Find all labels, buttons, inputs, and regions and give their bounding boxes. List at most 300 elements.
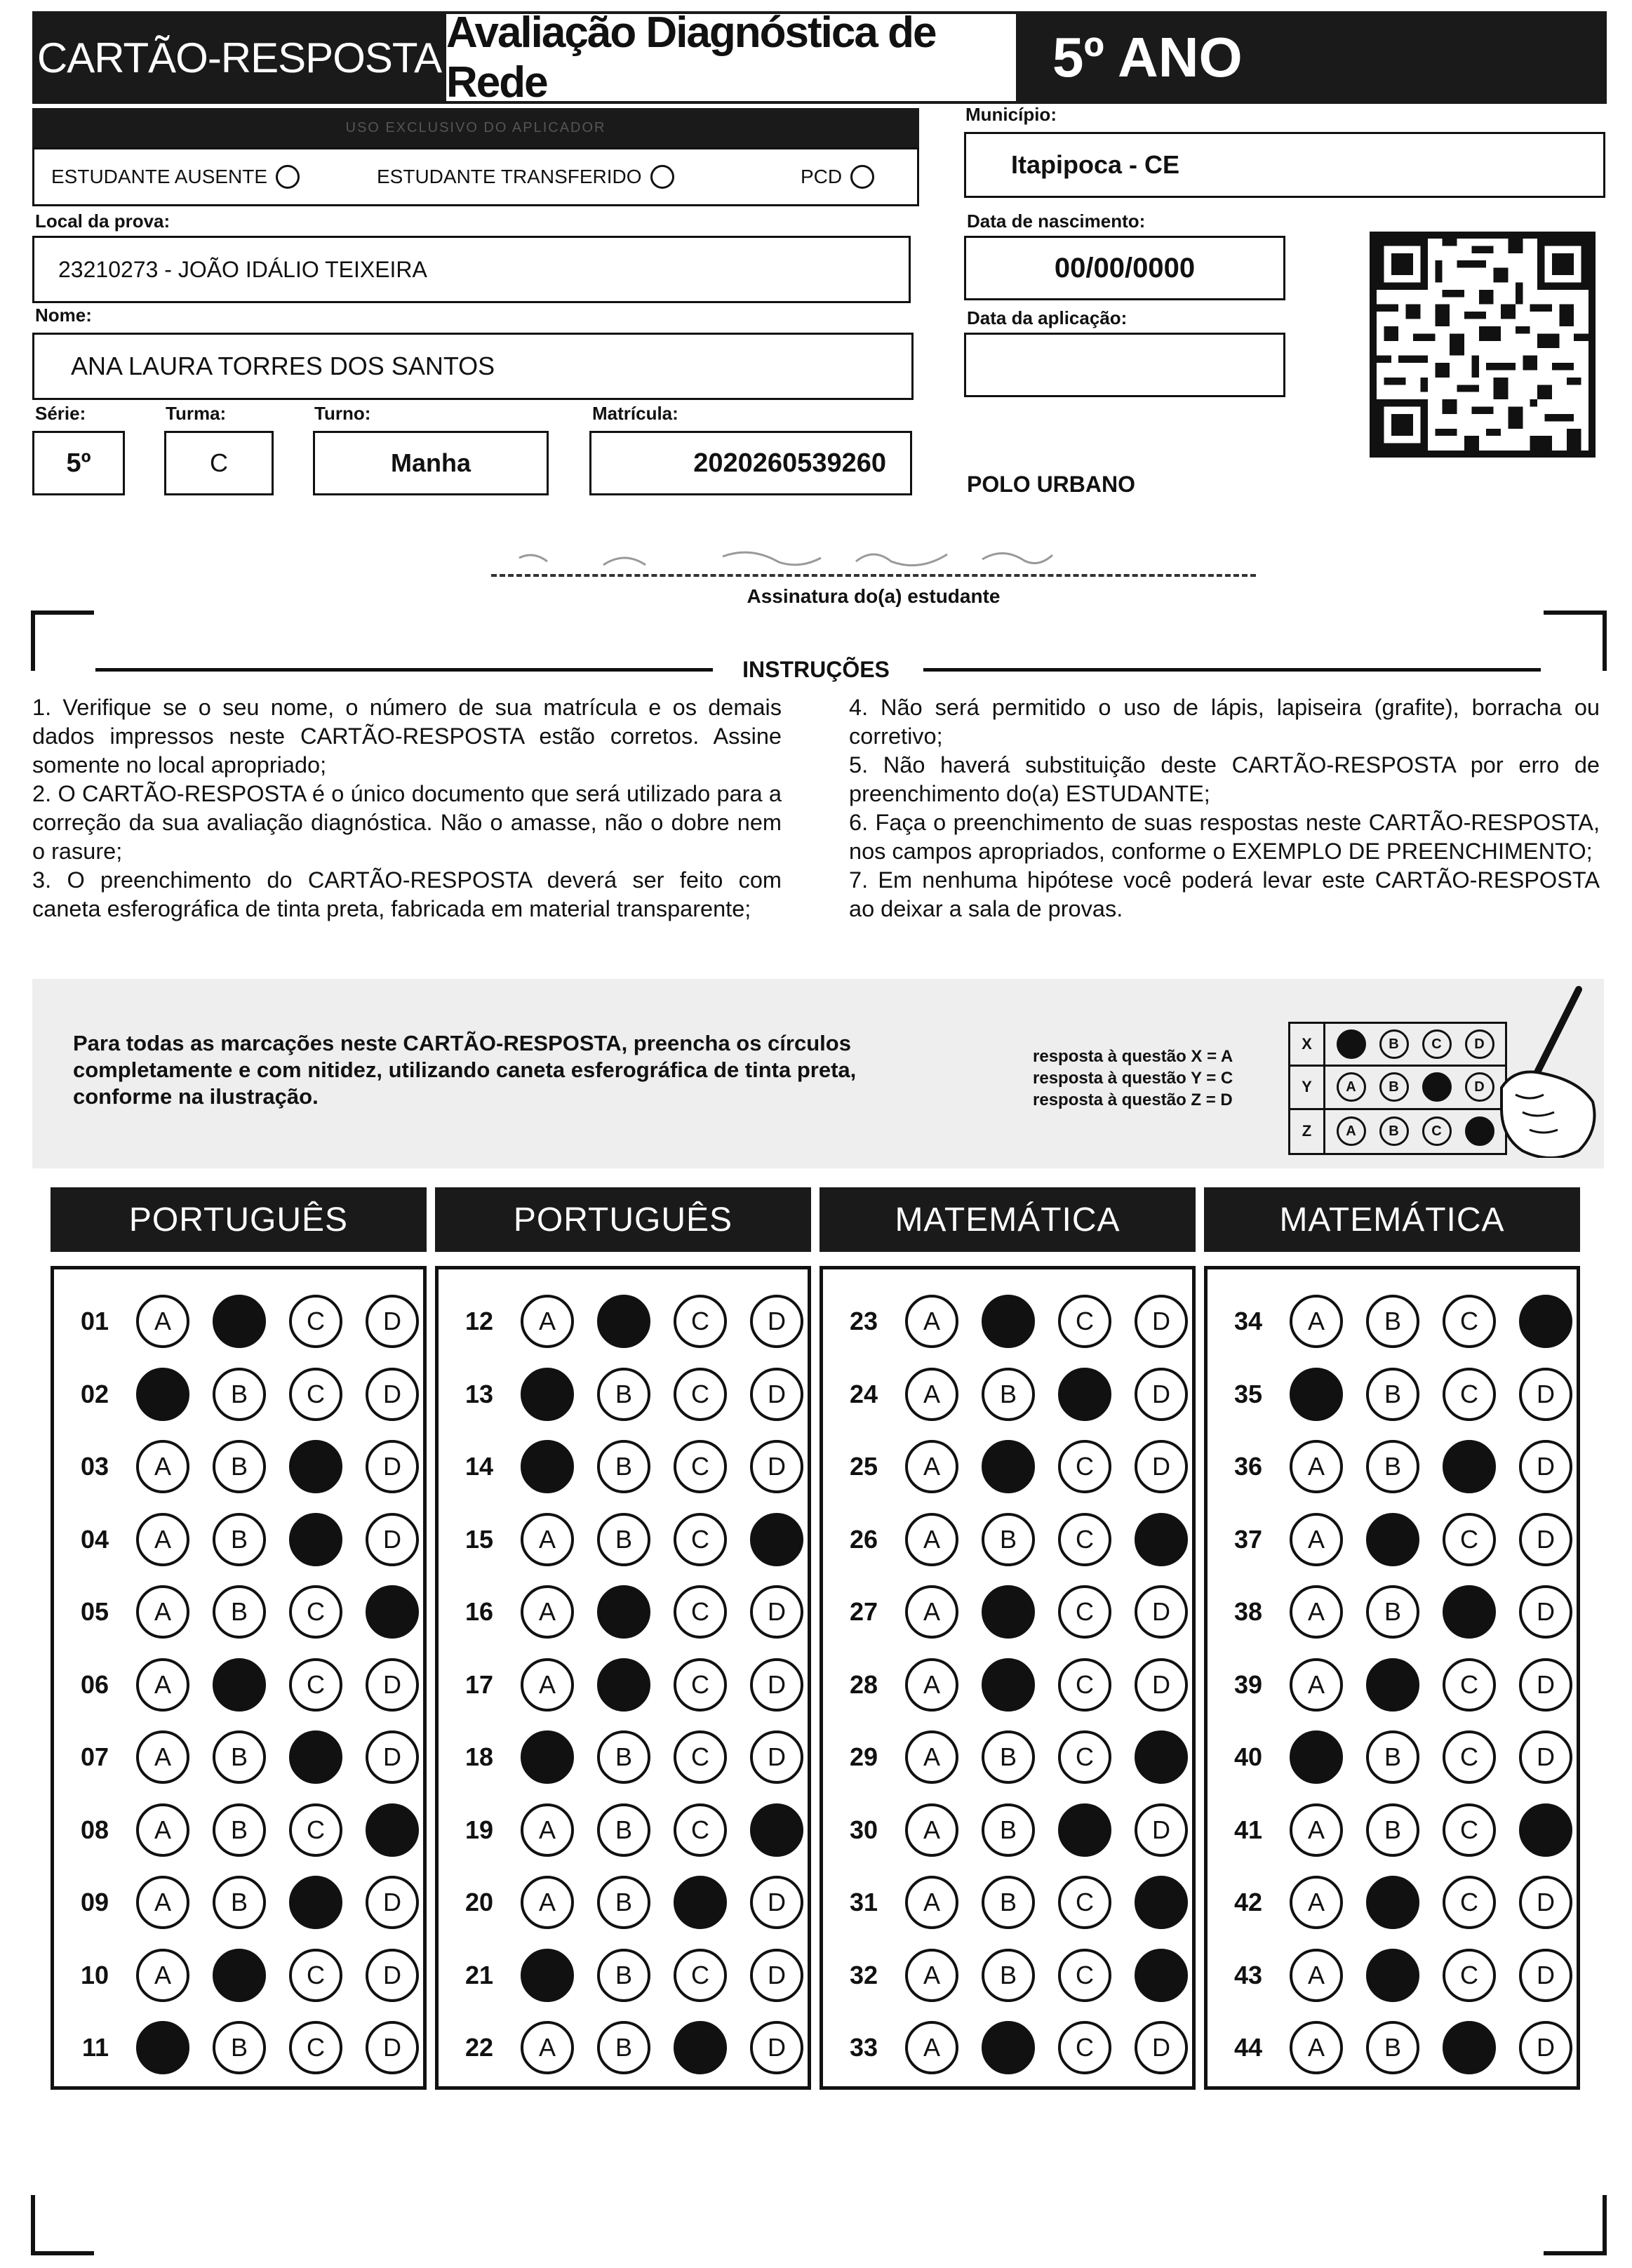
answer-bubble[interactable]: [1443, 1513, 1496, 1566]
bubble-letter: B: [615, 1815, 632, 1844]
answer-bubble[interactable]: [366, 2021, 419, 2074]
answer-bubble[interactable]: [1058, 1513, 1111, 1566]
answer-bubble[interactable]: [366, 1585, 419, 1639]
answer-bubble[interactable]: [213, 1949, 266, 2002]
answer-bubble[interactable]: [136, 1803, 189, 1857]
answer-bubble[interactable]: [982, 1949, 1035, 2002]
answer-bubble[interactable]: [366, 1295, 419, 1348]
bubble-letter: D: [383, 1742, 401, 1771]
bubble-letter: C: [1460, 1669, 1478, 1699]
bubble-letter: D: [768, 1597, 786, 1626]
answer-bubble[interactable]: [1366, 1949, 1419, 2002]
bubble-letter: D: [383, 1307, 401, 1335]
answer-bubble[interactable]: [521, 1658, 574, 1712]
question-row: [60, 1368, 419, 1421]
bubble-letter: B: [230, 1379, 248, 1408]
answer-bubble[interactable]: [521, 1730, 574, 1784]
answer-bubble[interactable]: [1135, 1368, 1188, 1421]
answer-bubble[interactable]: [905, 1658, 958, 1712]
question-row: [829, 1803, 1188, 1857]
bubble-letter: B: [999, 1742, 1017, 1771]
bubble-letter: C: [1076, 2033, 1094, 2062]
answer-bubble[interactable]: [597, 1876, 650, 1929]
answer-bubble[interactable]: [982, 2021, 1035, 2074]
answer-bubble[interactable]: [521, 1949, 574, 2002]
answer-block: [1204, 1266, 1580, 2090]
qr-code: [1370, 232, 1596, 458]
answer-bubble[interactable]: [750, 1513, 803, 1566]
answer-bubble[interactable]: [674, 1440, 727, 1493]
bubble-letter: C: [1076, 1888, 1094, 1916]
example-bubble: A: [1337, 1116, 1366, 1146]
grade-title: 5º ANO: [1016, 11, 1607, 104]
answer-bubble[interactable]: [1366, 1585, 1419, 1639]
answer-bubble[interactable]: [213, 1295, 266, 1348]
turno-field: Manha: [313, 431, 549, 495]
answer-bubble[interactable]: [597, 1658, 650, 1712]
answer-bubble[interactable]: [521, 1368, 574, 1421]
instruction-6: 6. Faça o preenchimento de suas respostas neste CARTÃO-RESPOSTA, nos campos apropriados, conforme o EXEMPLO DE PREENCHIMENTO;: [849, 810, 1600, 864]
bubble-letter: C: [1460, 1742, 1478, 1771]
bubble-letter: D: [1537, 1888, 1555, 1916]
example-bubble: C: [1422, 1029, 1452, 1059]
subject-header: MATEMÁTICA: [1204, 1187, 1580, 1252]
answer-bubble[interactable]: [597, 2021, 650, 2074]
bubble-letter: A: [1307, 1597, 1325, 1626]
bubble-letter: C: [1460, 1307, 1478, 1335]
bubble-letter: C: [1460, 1379, 1478, 1408]
bubble-letter: C: [691, 1379, 709, 1408]
answer-bubble[interactable]: [136, 1585, 189, 1639]
answer-bubble[interactable]: [905, 1585, 958, 1639]
status-absent[interactable]: [51, 165, 300, 189]
answer-bubble[interactable]: [1290, 1585, 1343, 1639]
question-number: 39: [1233, 1669, 1262, 1699]
answer-bubble[interactable]: [1366, 1803, 1419, 1857]
answer-bubble[interactable]: [289, 2021, 342, 2074]
answer-bubble[interactable]: [1366, 1440, 1419, 1493]
example-bubble: D: [1465, 1029, 1494, 1059]
bubble-letter: C: [1460, 1524, 1478, 1554]
answer-bubble[interactable]: [289, 1585, 342, 1639]
question-number: 20: [464, 1888, 493, 1916]
answer-bubble[interactable]: [1058, 2021, 1111, 2074]
answer-bubble[interactable]: [1443, 1730, 1496, 1784]
answer-bubble[interactable]: [1290, 1440, 1343, 1493]
example-bubble: B: [1379, 1029, 1409, 1059]
answer-bubble[interactable]: [521, 1440, 574, 1493]
answer-bubble[interactable]: [1366, 1876, 1419, 1929]
answer-bubble[interactable]: [982, 1876, 1035, 1929]
answer-bubble[interactable]: [750, 2021, 803, 2074]
answer-bubble[interactable]: [1058, 1658, 1111, 1712]
answer-bubble[interactable]: [213, 1513, 266, 1566]
bubble-letter: A: [1307, 1452, 1325, 1481]
question-row: [1213, 1730, 1572, 1784]
question-row: [444, 2021, 803, 2074]
answer-bubble[interactable]: [1443, 1803, 1496, 1857]
answer-bubble[interactable]: [1135, 1876, 1188, 1929]
bubble-letter: A: [154, 1669, 171, 1699]
answer-bubble[interactable]: [521, 2021, 574, 2074]
answer-bubble[interactable]: [213, 1803, 266, 1857]
answer-bubble[interactable]: [289, 1949, 342, 2002]
answer-bubble[interactable]: [1519, 2021, 1572, 2074]
answer-bubble[interactable]: [750, 1949, 803, 2002]
answer-bubble[interactable]: [366, 1949, 419, 2002]
answer-bubble[interactable]: [597, 1730, 650, 1784]
status-transferred[interactable]: [377, 165, 674, 189]
bubble-letter: D: [768, 1307, 786, 1335]
answer-bubble[interactable]: [1135, 1585, 1188, 1639]
answer-bubble[interactable]: [1443, 1585, 1496, 1639]
answer-bubble[interactable]: [1519, 1440, 1572, 1493]
answer-bubble[interactable]: [1443, 1658, 1496, 1712]
answer-bubble[interactable]: [982, 1730, 1035, 1784]
status-pcd-circle[interactable]: [850, 165, 874, 189]
question-row: [1213, 1949, 1572, 2002]
question-row: [60, 1585, 419, 1639]
answer-bubble[interactable]: [674, 1803, 727, 1857]
answer-bubble[interactable]: [597, 1368, 650, 1421]
answer-bubble[interactable]: [674, 1658, 727, 1712]
answer-bubble[interactable]: [905, 1730, 958, 1784]
example-row-label: Z: [1290, 1110, 1325, 1153]
bubble-letter: D: [768, 1888, 786, 1916]
example-bubble: D: [1465, 1072, 1494, 1102]
answer-bubble[interactable]: [905, 1295, 958, 1348]
question-row: [829, 1368, 1188, 1421]
answer-bubble[interactable]: [674, 2021, 727, 2074]
nascimento-field: 00/00/0000: [964, 236, 1285, 300]
answer-bubble[interactable]: [289, 1876, 342, 1929]
answer-bubble[interactable]: [1519, 1513, 1572, 1566]
matricula-field: 2020260539260: [589, 431, 912, 495]
answer-bubble[interactable]: [213, 1368, 266, 1421]
answer-bubble[interactable]: [521, 1803, 574, 1857]
answer-bubble[interactable]: [289, 1513, 342, 1566]
answer-bubble[interactable]: [136, 1295, 189, 1348]
bubble-letter: A: [1307, 1669, 1325, 1699]
answer-bubble[interactable]: [136, 1513, 189, 1566]
answer-bubble[interactable]: [750, 1876, 803, 1929]
answer-bubble[interactable]: [674, 1730, 727, 1784]
answer-bubble[interactable]: [1058, 1876, 1111, 1929]
question-number: 09: [80, 1888, 109, 1916]
qr-code-graphic: [1377, 239, 1588, 451]
answer-bubble[interactable]: [905, 1513, 958, 1566]
answer-bubble[interactable]: [905, 1876, 958, 1929]
answer-bubble[interactable]: [1135, 2021, 1188, 2074]
question-row: [829, 1876, 1188, 1929]
status-pcd[interactable]: [801, 165, 874, 189]
bubble-letter: B: [615, 1742, 632, 1771]
answer-bubble[interactable]: [674, 1585, 727, 1639]
question-row: [1213, 1585, 1572, 1639]
answer-bubble[interactable]: [750, 1803, 803, 1857]
bubble-letter: B: [1384, 1452, 1401, 1481]
nascimento-label: Data de nascimento:: [967, 211, 1146, 232]
question-number: 44: [1233, 2033, 1262, 2062]
answer-bubble[interactable]: [213, 1876, 266, 1929]
question-number: 14: [464, 1452, 493, 1481]
answer-bubble[interactable]: [289, 1368, 342, 1421]
bubble-letter: A: [1307, 1524, 1325, 1554]
answer-bubble[interactable]: [1058, 1803, 1111, 1857]
answer-bubble[interactable]: [1290, 2021, 1343, 2074]
answer-bubble[interactable]: [1135, 1658, 1188, 1712]
answer-bubble[interactable]: [213, 1440, 266, 1493]
answer-bubble[interactable]: [1519, 1658, 1572, 1712]
bubble-letter: A: [154, 1815, 171, 1844]
answer-bubble[interactable]: [1366, 2021, 1419, 2074]
answer-bubble[interactable]: [1366, 1658, 1419, 1712]
question-row: [444, 1949, 803, 2002]
answer-bubble[interactable]: [1058, 1949, 1111, 2002]
answer-bubble[interactable]: [905, 1949, 958, 2002]
question-number: 36: [1233, 1452, 1262, 1481]
bubble-letter: C: [691, 1960, 709, 1989]
answer-bubble[interactable]: [905, 1368, 958, 1421]
answer-bubble[interactable]: [1366, 1730, 1419, 1784]
bubble-letter: C: [1460, 1888, 1478, 1916]
answer-bubble[interactable]: [289, 1658, 342, 1712]
answer-bubble[interactable]: [1443, 1949, 1496, 2002]
question-number: 40: [1233, 1742, 1262, 1771]
bubble-letter: A: [1307, 1888, 1325, 1916]
question-number: 42: [1233, 1888, 1262, 1916]
bubble-letter: A: [538, 1307, 556, 1335]
answer-bubble[interactable]: [289, 1803, 342, 1857]
bubble-letter: C: [1076, 1669, 1094, 1699]
answer-bubble[interactable]: [982, 1440, 1035, 1493]
subject-header: MATEMÁTICA: [820, 1187, 1196, 1252]
answer-bubble[interactable]: [1135, 1295, 1188, 1348]
question-number: 37: [1233, 1524, 1262, 1554]
answer-bubble[interactable]: [674, 1876, 727, 1929]
bubble-letter: D: [383, 1524, 401, 1554]
answer-bubble[interactable]: [905, 1440, 958, 1493]
status-transferred-circle[interactable]: [650, 165, 674, 189]
answer-bubble[interactable]: [1058, 1295, 1111, 1348]
bubble-letter: A: [538, 1597, 556, 1626]
question-row: [1213, 2021, 1572, 2074]
answer-bubble[interactable]: [1058, 1368, 1111, 1421]
answer-bubble[interactable]: [1519, 1295, 1572, 1348]
answer-bubble[interactable]: [597, 1803, 650, 1857]
answer-bubble[interactable]: [1443, 1368, 1496, 1421]
question-row: [444, 1585, 803, 1639]
question-row: [1213, 1440, 1572, 1493]
answer-bubble[interactable]: [1290, 1949, 1343, 2002]
question-row: [60, 1658, 419, 1712]
question-number: 04: [80, 1524, 109, 1554]
question-number: 21: [464, 1960, 493, 1989]
bubble-letter: B: [1384, 1815, 1401, 1844]
answer-bubble[interactable]: [366, 1440, 419, 1493]
question-row: [829, 1513, 1188, 1566]
bubble-letter: A: [538, 2033, 556, 2062]
answer-bubble[interactable]: [674, 1295, 727, 1348]
answer-bubble[interactable]: [1135, 1440, 1188, 1493]
answer-bubble[interactable]: [1135, 1949, 1188, 2002]
answer-bubble[interactable]: [750, 1440, 803, 1493]
answer-bubble[interactable]: [597, 1440, 650, 1493]
answer-bubble[interactable]: [1290, 1730, 1343, 1784]
question-number: 26: [849, 1524, 878, 1554]
answer-bubble[interactable]: [1058, 1440, 1111, 1493]
answer-bubble[interactable]: [597, 1295, 650, 1348]
answer-bubble[interactable]: [366, 1803, 419, 1857]
answer-bubble[interactable]: [750, 1368, 803, 1421]
answer-bubble[interactable]: [982, 1513, 1035, 1566]
answer-bubble[interactable]: [982, 1803, 1035, 1857]
answer-bubble[interactable]: [1443, 1876, 1496, 1929]
question-number: 32: [849, 1960, 878, 1989]
answer-bubble[interactable]: [289, 1295, 342, 1348]
bubble-letter: A: [1307, 2033, 1325, 2062]
answer-bubble[interactable]: [1366, 1513, 1419, 1566]
bubble-letter: A: [154, 1742, 171, 1771]
question-row: [444, 1803, 803, 1857]
answer-bubble[interactable]: [213, 1730, 266, 1784]
bubble-letter: B: [230, 1597, 248, 1626]
answer-bubble[interactable]: [136, 2021, 189, 2074]
question-row: [444, 1440, 803, 1493]
answer-bubble[interactable]: [1443, 2021, 1496, 2074]
answer-bubble[interactable]: [1058, 1585, 1111, 1639]
answer-bubble[interactable]: [136, 1658, 189, 1712]
answer-bubble[interactable]: [597, 1949, 650, 2002]
subject-header: PORTUGUÊS: [435, 1187, 811, 1252]
answer-bubble[interactable]: [674, 1949, 727, 2002]
answer-bubble[interactable]: [366, 1368, 419, 1421]
answer-bubble[interactable]: [1366, 1295, 1419, 1348]
signature-line[interactable]: [491, 574, 1256, 577]
bubble-letter: D: [383, 1669, 401, 1699]
answer-bubble[interactable]: [982, 1295, 1035, 1348]
question-number: 13: [464, 1379, 493, 1408]
bubble-letter: A: [923, 2033, 940, 2062]
answer-bubble[interactable]: [674, 1513, 727, 1566]
question-number: 38: [1233, 1597, 1262, 1626]
nome-label: Nome:: [35, 305, 92, 326]
answer-bubble[interactable]: [982, 1585, 1035, 1639]
answer-bubble[interactable]: [213, 2021, 266, 2074]
answer-bubble[interactable]: [1366, 1368, 1419, 1421]
question-number: 11: [81, 2033, 109, 2062]
answer-bubble[interactable]: [289, 1440, 342, 1493]
answer-bubble[interactable]: [1290, 1513, 1343, 1566]
answer-bubble[interactable]: [366, 1730, 419, 1784]
answer-bubble[interactable]: [982, 1368, 1035, 1421]
answer-bubble[interactable]: [1443, 1295, 1496, 1348]
bubble-letter: A: [923, 1597, 940, 1626]
status-absent-circle[interactable]: [276, 165, 300, 189]
answer-bubble[interactable]: [213, 1585, 266, 1639]
answer-bubble[interactable]: [750, 1730, 803, 1784]
answer-bubble[interactable]: [213, 1658, 266, 1712]
bubble-letter: A: [154, 1307, 171, 1335]
question-number: 10: [80, 1960, 109, 1989]
answer-bubble[interactable]: [1135, 1513, 1188, 1566]
answer-bubble[interactable]: [1519, 1949, 1572, 2002]
answer-bubble[interactable]: [366, 1513, 419, 1566]
bubble-letter: C: [691, 1524, 709, 1554]
instruction-2: 2. O CARTÃO-RESPOSTA é o único documento que será utilizado para a correção da sua avaliação diagnóstica. Não o amasse, não o dobre nem o rasure;: [32, 781, 782, 864]
answer-bubble[interactable]: [366, 1658, 419, 1712]
answer-bubble[interactable]: [136, 1368, 189, 1421]
answer-bubble[interactable]: [136, 1949, 189, 2002]
answer-bubble[interactable]: [905, 2021, 958, 2074]
answer-bubble[interactable]: [597, 1585, 650, 1639]
question-number: 05: [80, 1597, 109, 1626]
example-bubble: [1422, 1072, 1452, 1102]
answer-bubble[interactable]: [1290, 1803, 1343, 1857]
bubble-letter: C: [1076, 1597, 1094, 1626]
turma-label: Turma:: [166, 403, 227, 424]
bubble-letter: A: [154, 1452, 171, 1481]
question-row: [829, 1585, 1188, 1639]
answer-bubble[interactable]: [521, 1876, 574, 1929]
answer-bubble[interactable]: [366, 1876, 419, 1929]
answer-bubble[interactable]: [521, 1585, 574, 1639]
answer-bubble[interactable]: [674, 1368, 727, 1421]
answer-bubble[interactable]: [521, 1295, 574, 1348]
bubble-letter: D: [1537, 1597, 1555, 1626]
answer-bubble[interactable]: [521, 1513, 574, 1566]
answer-bubble[interactable]: [136, 1440, 189, 1493]
bubble-letter: B: [999, 1960, 1017, 1989]
question-number: 16: [464, 1597, 493, 1626]
answer-bubble[interactable]: [1290, 1876, 1343, 1929]
answer-bubble[interactable]: [1443, 1440, 1496, 1493]
bubble-letter: A: [154, 1960, 171, 1989]
answer-bubble[interactable]: [905, 1803, 958, 1857]
answer-bubble[interactable]: [289, 1730, 342, 1784]
question-number: 41: [1233, 1815, 1262, 1844]
answer-bubble[interactable]: [1058, 1730, 1111, 1784]
bubble-letter: B: [230, 1524, 248, 1554]
answer-bubble[interactable]: [1519, 1585, 1572, 1639]
bubble-letter: C: [307, 1669, 325, 1699]
answer-bubble[interactable]: [1519, 1368, 1572, 1421]
serie-field: 5º: [32, 431, 125, 495]
answer-bubble[interactable]: [136, 1876, 189, 1929]
answer-bubble[interactable]: [1519, 1730, 1572, 1784]
answer-bubble[interactable]: [1135, 1803, 1188, 1857]
answer-bubble[interactable]: [750, 1585, 803, 1639]
bubble-letter: D: [383, 1452, 401, 1481]
answer-bubble[interactable]: [750, 1658, 803, 1712]
answer-bubble[interactable]: [597, 1513, 650, 1566]
answer-bubble[interactable]: [750, 1295, 803, 1348]
answer-bubble[interactable]: [136, 1730, 189, 1784]
answer-bubble[interactable]: [982, 1658, 1035, 1712]
answer-bubble[interactable]: [1290, 1295, 1343, 1348]
status-box: [32, 147, 919, 206]
answer-bubble[interactable]: [1290, 1368, 1343, 1421]
answer-bubble[interactable]: [1519, 1803, 1572, 1857]
status-pcd-label: PCD: [801, 166, 843, 187]
answer-bubble[interactable]: [1135, 1730, 1188, 1784]
bubble-letter: C: [691, 1452, 709, 1481]
question-row: [1213, 1876, 1572, 1929]
question-number: 17: [464, 1669, 493, 1699]
answer-bubble[interactable]: [1290, 1658, 1343, 1712]
answer-bubble[interactable]: [1519, 1876, 1572, 1929]
instruction-4: 4. Não será permitido o uso de lápis, lapiseira (grafite), borracha ou corretivo;: [849, 695, 1600, 749]
